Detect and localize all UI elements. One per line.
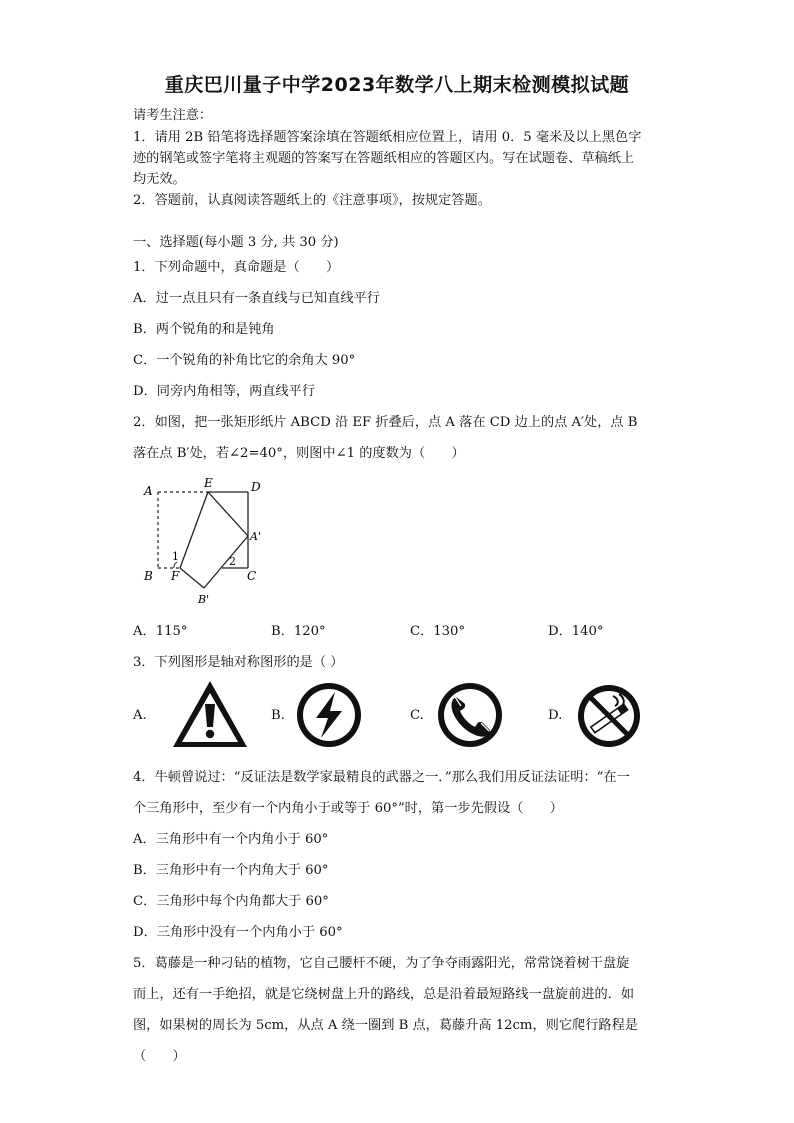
- q3-option-b-label: B.: [271, 708, 285, 723]
- q5-stem-line1: 5．葛藤是一种刁钻的植物，它自己腰杆不硬，为了争夺雨露阳光，常常饶着树干盘旋: [133, 956, 630, 971]
- q1-option-c: C．一个锐角的补角比它的余角大 90°: [133, 353, 356, 368]
- q5-stem-line3: 图，如果树的周长为 5cm，从点 A 绕一圈到 B 点，葛藤升高 12cm，则它爬行路程是: [133, 1018, 638, 1033]
- notice-item2: 2．答题前，认真阅读答题纸上的《注意事项》，按规定答题。: [133, 193, 491, 208]
- label-D: D: [251, 480, 261, 494]
- q4-option-a: A．三角形中有一个内角小于 60°: [133, 832, 329, 847]
- section-heading: 一、选择题(每小题 3 分, 共 30 分): [133, 235, 339, 250]
- q4-option-d: D．三角形中没有一个内角小于 60°: [133, 925, 343, 940]
- q1-option-d: D．同旁内角相等，两直线平行: [133, 384, 316, 399]
- q2-stem-line2: 落在点 B′处，若∠2=40°，则图中∠1 的度数为（ ）: [133, 446, 465, 461]
- q4-option-c: C．三角形中每个内角都大于 60°: [133, 894, 329, 909]
- q2-option-a: A．115°: [133, 624, 188, 639]
- label-E: E: [204, 476, 213, 490]
- warning-triangle-icon: [170, 678, 250, 750]
- label-A-prime: A': [250, 530, 261, 543]
- label-B-prime: B': [198, 593, 210, 604]
- q2-option-c: C．130°: [410, 624, 466, 639]
- label-angle-2: 2: [229, 555, 236, 568]
- q4-option-b: B．三角形中有一个内角大于 60°: [133, 863, 329, 878]
- q4-stem-line2: 个三角形中，至少有一个内角小于或等于 60°”时，第一步先假设（ ）: [133, 801, 563, 816]
- notice-item1-line2: 迹的钢笔或签字笔将主观题的答案写在答题纸相应的答题区内。写在试题卷、草稿纸上: [133, 151, 635, 166]
- q5-stem-line2: 而上，还有一手绝招，就是它绕树盘上升的路线，总是沿着最短路线一盘旋前进的．如: [133, 987, 635, 1002]
- q3-option-d-label: D.: [548, 708, 563, 723]
- label-angle-1: 1: [172, 550, 179, 563]
- q3-option-c-label: C.: [410, 708, 424, 723]
- q2-stem-line1: 2．如图，把一张矩形纸片 ABCD 沿 EF 折叠后，点 A 落在 CD 边上的点 A′处，点 B: [133, 415, 638, 430]
- q1-option-a: A．过一点且只有一条直线与已知直线平行: [133, 291, 380, 306]
- q2-folding-figure: [138, 472, 268, 604]
- notice-heading: 请考生注意：: [133, 108, 213, 123]
- telephone-icon: [435, 680, 505, 750]
- notice-item1-line1: 1．请用 2B 铅笔将选择题答案涂填在答题纸相应位置上，请用 0．5 毫米及以上黑色字: [133, 130, 642, 145]
- notice-item1-line3: 均无效。: [133, 172, 186, 187]
- label-B: B: [144, 569, 153, 583]
- q2-option-d: D．140°: [548, 624, 604, 639]
- q3-option-a-label: A.: [133, 708, 147, 723]
- lightning-bolt-icon: [294, 680, 364, 750]
- no-smoking-icon: [575, 682, 643, 750]
- q1-option-b: B．两个锐角的和是钝角: [133, 322, 275, 337]
- q5-stem-line4: （ ）: [133, 1049, 186, 1064]
- q1-stem: 1．下列命题中，真命题是（ ）: [133, 260, 340, 275]
- q3-stem: 3．下列图形是轴对称图形的是（ ）: [133, 655, 344, 670]
- label-F: F: [171, 569, 180, 583]
- label-A: A: [144, 484, 153, 498]
- page-title: 重庆巴川量子中学2023年数学八上期末检测模拟试题: [164, 74, 630, 96]
- q2-option-b: B．120°: [271, 624, 326, 639]
- label-C: C: [247, 569, 257, 583]
- q4-stem-line1: 4．牛顿曾说过：“反证法是数学家最精良的武器之一．”那么我们用反证法证明：“在一: [133, 770, 630, 785]
